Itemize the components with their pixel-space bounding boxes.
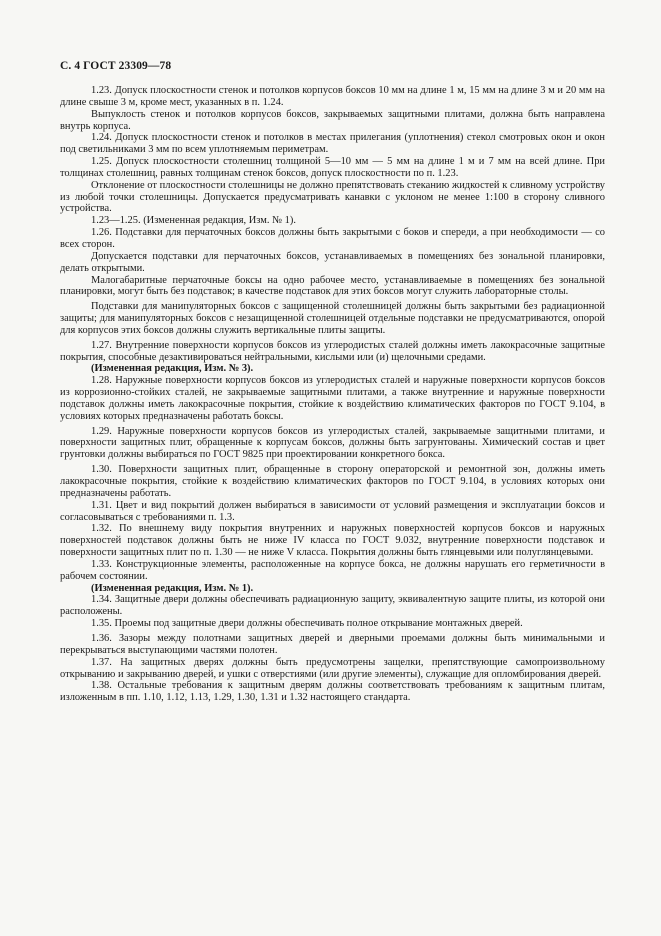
document-body — [60, 85, 605, 704]
paragraph: 1.23. Допуск плоскостности стенок и потолков корпусов боксов 10 мм на длине 1 м, 15 мм на длине 3 м и 20 мм на длине свыше 3 м, кроме мест, указанных в п. 1.24. — [60, 85, 605, 108]
paragraph: Малогабаритные перчаточные боксы на одно рабочее место, устанавливаемые в помещениях без зональной планировки, могут быть без подставок; в качестве подставок для этих боксов могут служить лабораторные столы. — [60, 274, 605, 298]
page-header: С. 4 ГОСТ 23309—78 — [60, 60, 172, 72]
paragraph: 1.38. Остальные требования к защитным дверям должны соответствовать требованиям к защитным плитам, изложенным в пп. 1.10, 1.12, 1.13, 1.29, 1.30, 1.31 и 1.32 настоящего стандарта. — [60, 680, 605, 704]
paragraph: 1.26. Подставки для перчаточных боксов должны быть закрытыми с боков и спереди, а при необходимости — со всех сторон. — [60, 227, 605, 250]
paragraph: 1.33. Конструкционные элементы, расположенные на корпусе бокса, не должны нарушать его герметичности в рабочем состоянии. — [60, 558, 605, 582]
paragraph: 1.34. Защитные двери должны обеспечивать радиационную защиту, эквивалентную защите плиты, из которой они расположены. — [60, 594, 605, 618]
paragraph: 1.35. Проемы под защитные двери должны обеспечивать полное открывание монтажных дверей. — [91, 618, 523, 630]
paragraph: 1.25. Допуск плоскостности столешниц толщиной 5—10 мм — 5 мм на длине 1 м и 7 мм на всей длине. При толщинах столешниц, равных толщинам стенок боксов, допуск плоскостности по п. 1.23. — [60, 156, 605, 179]
paragraph: 1.30. Поверхности защитных плит, обращенные в сторону операторской и ремонтной зон, должны иметь лакокрасочные покрытия, стойкие к воздействию климатических факторов по ГОСТ 9.104, в условиях которых они предназначены работать. — [60, 464, 605, 499]
paragraph: 1.29. Наружные поверхности корпусов боксов из углеродистых сталей, закрываемые защитными плитами, и поверхности защитных плит, обращенные к корпусам боксов, должны быть загрунтованы. Химический состав и цвет грунтовки должны выбираться по ГОСТ 9825 при проектировании конкретного бокса. — [60, 425, 605, 461]
paragraph: Подставки для манипуляторных боксов с защищенной столешницей должны быть закрытыми без радиационной защиты; для манипуляторных боксов с незащищенной столешницей отдельные подставки не предусматриваются, опорой для корпусов этих боксов должны служить вертикальные плиты защиты. — [60, 301, 605, 336]
amendment-note: 1.23—1.25. (Измененная редакция, Изм. № 1). — [91, 215, 296, 227]
paragraph: Допускается подставки для перчаточных боксов, устанавливаемых в помещениях без зональной планировки, делать открытыми. — [60, 250, 605, 274]
amendment-note: (Измененная редакция, Изм. № 1). — [91, 582, 254, 594]
paragraph: 1.28. Наружные поверхности корпусов боксов из углеродистых сталей и наружные поверхности корпусов боксов из коррозионно-стойких сталей, не закрываемые защитными плитами, а также внутренние и наружные поверхности подставок должны иметь лакокрасочные покрытия, стойкие к воздействию климатических факторов по ГОСТ 9.104, в условиях которых предназначены работать боксы. — [60, 375, 605, 422]
paragraph: Отклонение от плоскостности столешницы не должно препятствовать стеканию жидкостей к сливному устройству из любой точки столешницы. Допускается предусматривать канавки с уклоном не менее 1:100 в сторону сливного устройства. — [60, 179, 605, 215]
paragraph: 1.32. По внешнему виду покрытия внутренних и наружных поверхностей корпусов боксов и наружных поверхностей подставок должны быть не ниже IV класса по ГОСТ 9.032, внутренние поверхности подставок и поверхности защитных плит по п. 1.30 — не ниже V класса. Покрытия должны быть глянцевыми или полуглянцевыми. — [60, 523, 605, 559]
paragraph: 1.24. Допуск плоскостности стенок и потолков в местах прилегания (уплотнения) стекол смотровых окон и окон под светильниками 3 мм по всем уплотняемым периметрам. — [60, 132, 605, 156]
paragraph: 1.36. Зазоры между полотнами защитных дверей и дверными проемами должны быть минимальными и перекрываться выступающими частями полотен. — [60, 632, 605, 656]
paragraph: 1.37. На защитных дверях должны быть предусмотрены защелки, препятствующие самопроизвольному открыванию и закрыванию дверей, и ушки с отверстиями (или другие элементы), служащие для опломбирования дверей. — [60, 656, 605, 680]
amendment-note: (Измененная редакция, Изм. № 3). — [91, 363, 254, 375]
paragraph: 1.27. Внутренние поверхности корпусов боксов из углеродистых сталей должны иметь лакокрасочные защитные покрытия, способные дезактивироваться нейтральными, кислыми или (и) щелочными средами. — [60, 339, 605, 363]
paragraph: 1.31. Цвет и вид покрытий должен выбираться в зависимости от условий размещения и эксплуатации боксов и согласовываться с требованиями п. 1.3. — [60, 499, 605, 523]
paragraph: Выпуклость стенок и потолков корпусов боксов, закрываемых защитными плитами, должна быть направлена внутрь корпуса. — [60, 108, 605, 132]
